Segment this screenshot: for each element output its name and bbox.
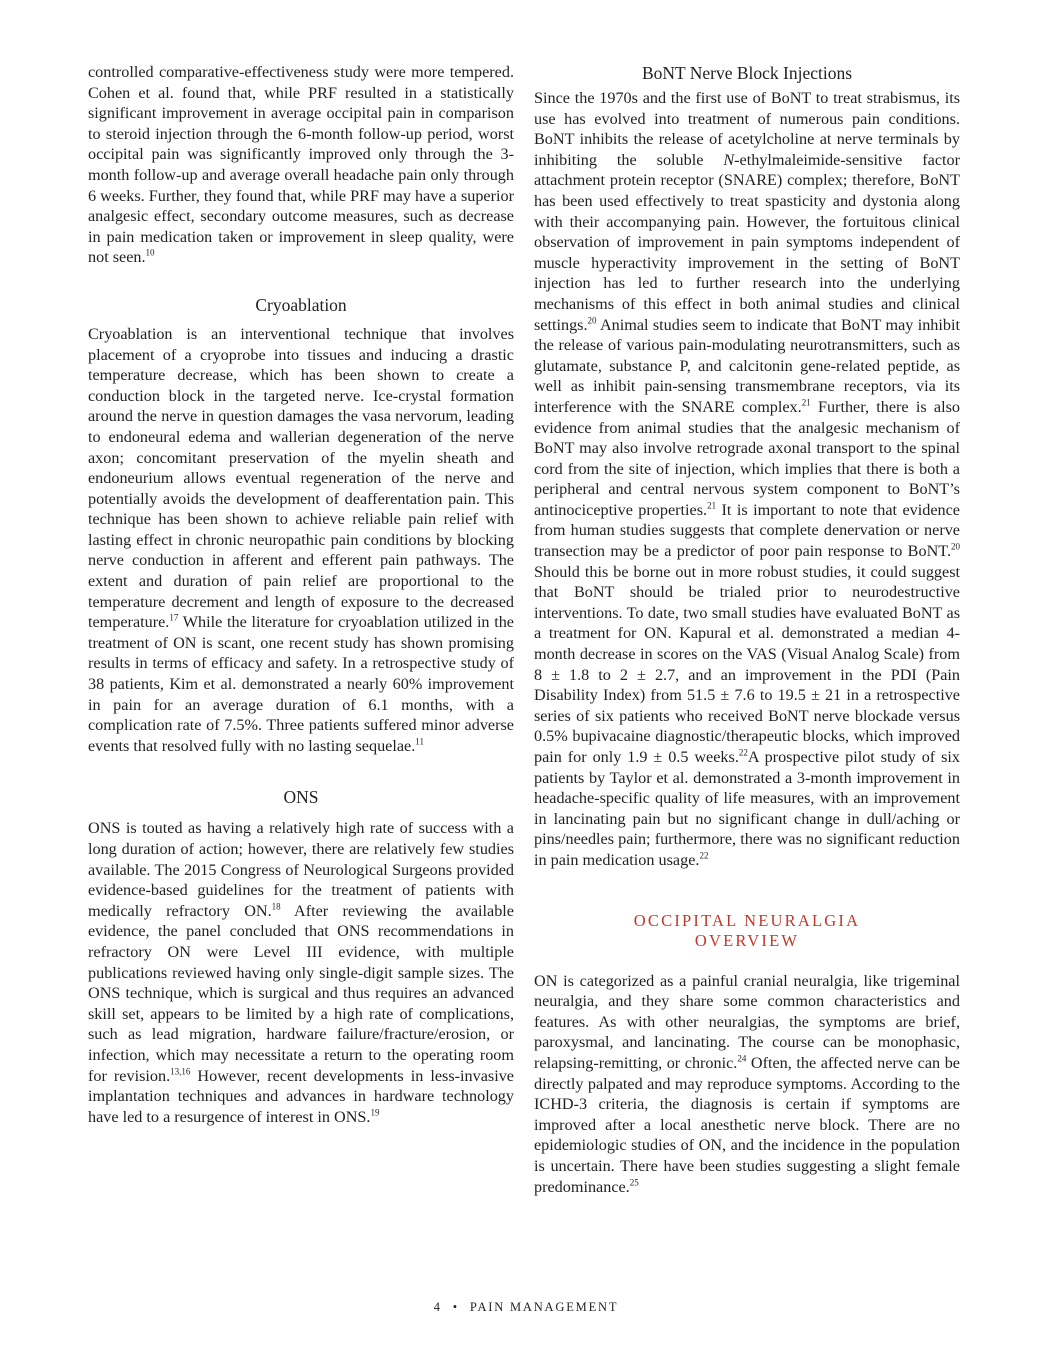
citation: 11 <box>415 736 424 747</box>
section-heading-occipital-neuralgia <box>534 911 960 951</box>
citation: 17 <box>169 612 179 623</box>
paragraph-ons: ONS is touted as having a relatively high rate of success with a long duration of action; however, there are relatively few studies available. The 2015 Congress of Neurological Surgeons provided evidence-based guidelines for the treatment of patients with medically refractory ON.$^{18}$ After reviewing the available evidence, the panel concluded that ONS recommendations in refractory ON were Level III evidence, with multiple publications reviewed having only single-digit sample sizes. The ONS technique, which is surgical and thus requires an advanced skill set, appears to be limited by a high rate of complications, such as lead migration, hardware failure/fracture/erosion, or infection, which may necessitate a return to the operating room for revision.$^{13,16}$ However, recent developments in less-invasive implantation techniques and advances in hardware technology have led to a resurgence of interest in ONS.$^{19}$ <box>88 819 514 1126</box>
citation: 13,16 <box>170 1066 191 1077</box>
heading-bont: BoNT Nerve Block Injections <box>641 63 853 83</box>
page-number: 4 <box>433 1300 442 1314</box>
citation: 20 <box>587 315 597 326</box>
citation: 20 <box>951 541 960 552</box>
section-heading-line-1: OCCIPITAL NEURALGIA <box>633 910 861 930</box>
citation: 25 <box>629 1177 639 1188</box>
citation: 22 <box>699 850 709 861</box>
citation: 21 <box>801 397 811 408</box>
citation: 24 <box>737 1053 747 1064</box>
citation: 19 <box>370 1107 380 1118</box>
left-column <box>88 62 514 1127</box>
paragraph-prf-comparison: controlled comparative-effectiveness study were more tempered. Cohen et al. found that, while PRF resulted in a statistically significant improvement in average occipital pain in comparison to steroid injection through the 6-month follow-up period, worst occipital pain was significantly improved only through the 3-month follow-up and average overall headache pain only through 6 weeks. Further, they found that, while PRF may have a superior analgesic effect, secondary outcome measures, such as decrease in pain medication taken or improvement in sleep quality, were not seen.$^{10}$ <box>88 63 514 267</box>
citation: 22 <box>738 747 748 758</box>
right-column <box>534 62 960 1197</box>
citation: 10 <box>145 247 155 258</box>
citation: 21 <box>707 500 717 511</box>
section-heading-line-2: OVERVIEW <box>694 930 800 950</box>
page-footer <box>0 1300 1052 1315</box>
journal-name: PAIN MANAGEMENT <box>469 1300 619 1314</box>
footer-bullet: • <box>452 1300 459 1314</box>
paragraph-cryoablation: Cryoablation is an interventional technique that involves placement of a cryoprobe into tissues and inducing a drastic temperature decrease, which has been shown to create a conduction block in the targeted nerve. Ice-crystal formation around the nerve in question damages the vasa nervorum, leading to endoneural edema and wallerian degeneration of the nerve axon; concomitant preservation of the myelin sheath and endoneurium allows eventual regeneration of the nerve and potentially avoids the development of deafferentation pain. This technique has been shown to achieve reliable pain relief with lasting effect in chronic neuropathic pain conditions by blocking nerve conduction in afferent and efferent pain pathways. The extent and duration of pain relief are proportional to the temperature decrement and length of exposure to the decreased temperature.$^{17}$ While the literature for cryoablation utilized in the treatment of ON is scant, one recent study has shown promising results in terms of efficacy and safety. In a retrospective study of 38 patients, Kim et al. demonstrated a nearly 60% improvement in pain for an average duration of 6.1 months, with a complication rate of 7.5%. Three patients suffered minor adverse events that resolved fully with no lasting sequelae.$^{11}$ <box>88 324 514 755</box>
paragraph-on-overview: ON is categorized as a painful cranial neuralgia, like trigeminal neuralgia, and they share some common characteristics and features. As with other neuralgias, the symptoms are brief, paroxysmal, and lancinating. The course can be monophasic, relapsing-remitting, or chronic.$^{24}$ Often, the affected nerve can be directly palpated and may reproduce symptoms. According to the ICHD-3 criteria, the diagnosis is certain if symptoms are improved after a local anesthetic nerve block. There are no epidemiologic studies of ON, and the incidence in the population is uncertain. There have been studies suggesting a slight female predominance.$^{25}$ <box>534 971 960 1196</box>
paragraph-bont: Since the 1970s and the first use of BoNT to treat strabismus, its use has evolved into treatment of numerous pain conditions. BoNT inhibits the release of acetylcholine at nerve terminals by inhibiting the soluble N-ethylmaleimide-sensitive factor attachment protein receptor (SNARE) complex; therefore, BoNT has been used effectively to treat spasticity and dystonia along with their accompanying pain. However, the fortuitous clinical observation of improvement in pain symptoms independent of muscle hyperactivity improvement in the setting of BoNT injection has led to further research into the underlying mechanisms of this effect in both animal studies and clinical settings.$^{20}$ Animal studies seem to indicate that BoNT may inhibit the release of various pain-modulating neurotransmitters, such as glutamate, substance P, and calcitonin gene-related peptide, as well as inhibit pain-sensing transmembrane receptors, via its interference with the SNARE complex.$^{21}$ Further, there is also evidence from animal studies that the analgesic mechanism of BoNT may also involve retrograde axonal transport to the spinal cord from the site of injection, which implies that there is both a peripheral and central nervous system component to BoNT’s antinociceptive properties.$^{21}$ It is important to note that evidence from human studies suggests that complete denervation or nerve transection may be a predictor of poor pain response to BoNT.$^{20}$ Should this be borne out in more robust studies, it could suggest that BoNT should be trialed prior to neurodestructive interventions. To date, two small studies have evaluated BoNT as a treatment for ON. Kapural et al. demonstrated a median 4-month decrease in scores on the VAS (Visual Analog Scale) from 8 ± 1.8 to 2 ± 2.7, and an improvement in the PDI (Pain Disability Index) from 51.5 ± 7.6 to 19.5 ± 21 in a retrospective series of six patients who received BoNT nerve blockade versus 0.5% bupivacaine diagnostic/therapeutic blocks, which improved pain for only 1.9 ± 0.5 weeks.$^{22}$A prospective pilot study of six patients by Taylor et al. demonstrated a 3-month improvement in headache-specific quality of life measures, with an improvement in lancinating pain but no significant change in dull/aching or pins/needles pain; furthermore, there was no significant reduction in pain medication usage.$^{22}$ <box>534 89 960 869</box>
citation: 18 <box>271 901 281 912</box>
heading-ons: ONS <box>283 787 319 808</box>
heading-cryoablation: Cryoablation <box>255 294 347 315</box>
